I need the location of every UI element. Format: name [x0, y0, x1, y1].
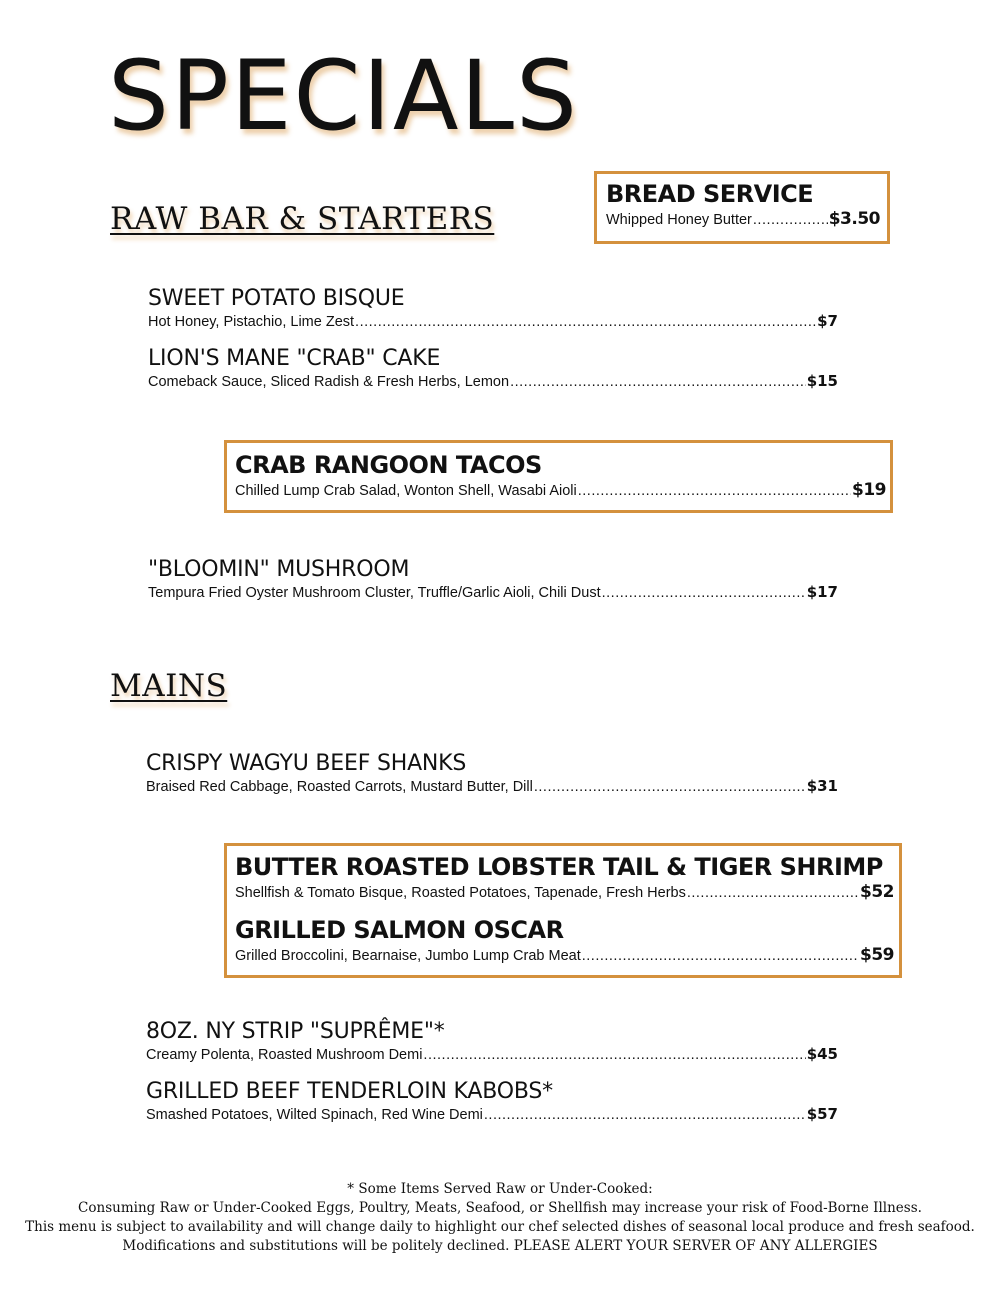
item-description: Braised Red Cabbage, Roasted Carrots, Mustard Butter, Dill [146, 779, 533, 796]
item-description: Grilled Broccolini, Bearnaise, Jumbo Lump Crab Meat [235, 948, 581, 965]
menu-item-bread-service [606, 182, 880, 229]
item-price: $7 [817, 312, 838, 331]
item-price: $19 [852, 480, 886, 501]
mains-heading: MAINS [110, 668, 228, 704]
item-description: Chilled Lump Crab Salad, Wonton Shell, Wasabi Aioli [235, 483, 577, 500]
item-price: $52 [860, 882, 894, 903]
leader-dots [687, 886, 859, 902]
item-name: 8OZ. NY STRIP "SUPRÊME"* [146, 1019, 445, 1044]
page-title: SPECIALS [108, 40, 579, 152]
leader-dots [753, 213, 828, 229]
item-name: CRAB RANGOON TACOS [235, 451, 542, 479]
item-name: BUTTER ROASTED LOBSTER TAIL & TIGER SHRIMP [235, 853, 883, 881]
item-price: $15 [806, 372, 838, 391]
item-price: $3.50 [828, 209, 880, 230]
item-price: $17 [806, 583, 838, 602]
leader-dots [578, 484, 851, 500]
menu-item-lions-mane-crab-cake [148, 347, 838, 391]
menu-item-crispy-wagyu-beef-shanks [146, 752, 838, 796]
footer-line-health-warning: Consuming Raw or Under-Cooked Eggs, Poultry, Meats, Seafood, or Shellfish may increase your risk of Food-Borne Illness. [78, 1200, 922, 1216]
item-name: LION'S MANE "CRAB" CAKE [148, 346, 441, 371]
item-name: GRILLED SALMON OSCAR [235, 916, 564, 944]
item-description: Creamy Polenta, Roasted Mushroom Demi [146, 1047, 423, 1064]
leader-dots [602, 586, 806, 602]
leader-dots [582, 949, 859, 965]
leader-dots [534, 780, 806, 796]
item-name: SWEET POTATO BISQUE [148, 286, 405, 311]
footer-line-raw-notice: * Some Items Served Raw or Under-Cooked: [347, 1181, 653, 1197]
footer-line-availability: This menu is subject to availability and will change daily to highlight our chef selected dishes of seasonal local produce and fresh seafood. [25, 1219, 975, 1235]
menu-item-crab-rangoon-tacos [235, 453, 886, 500]
leader-dots [355, 315, 816, 331]
starters-heading: RAW BAR & STARTERS [110, 201, 495, 237]
menu-item-bloomin-mushroom [148, 558, 838, 602]
menu-item-sweet-potato-bisque [148, 287, 838, 331]
menu-item-grilled-salmon-oscar [235, 918, 894, 965]
item-name: BREAD SERVICE [606, 180, 814, 208]
menu-item-beef-tenderloin-kabobs [146, 1080, 838, 1124]
item-name: GRILLED BEEF TENDERLOIN KABOBS* [146, 1079, 553, 1104]
menu-item-ny-strip-supreme [146, 1020, 838, 1064]
footer-line-allergies: Modifications and substitutions will be politely declined. PLEASE ALERT YOUR SERVER OF ANY ALLERGIES [122, 1238, 878, 1254]
item-description: Tempura Fried Oyster Mushroom Cluster, Truffle/Garlic Aioli, Chili Dust [148, 585, 601, 602]
footer-disclaimer [0, 1180, 1000, 1256]
item-description: Whipped Honey Butter [606, 212, 752, 229]
item-name: "BLOOMIN" MUSHROOM [148, 557, 410, 582]
item-description: Hot Honey, Pistachio, Lime Zest [148, 314, 355, 331]
item-name: CRISPY WAGYU BEEF SHANKS [146, 751, 467, 776]
leader-dots [423, 1048, 805, 1064]
item-price: $45 [806, 1045, 838, 1064]
menu-item-lobster-tail-tiger-shrimp [235, 855, 894, 902]
item-description: Shellfish & Tomato Bisque, Roasted Potatoes, Tapenade, Fresh Herbs [235, 885, 686, 902]
item-price: $57 [806, 1105, 838, 1124]
item-description: Smashed Potatoes, Wilted Spinach, Red Wine Demi [146, 1107, 483, 1124]
bread-service-box [594, 171, 890, 244]
seafood-specials-box [224, 843, 902, 978]
item-description: Comeback Sauce, Sliced Radish & Fresh Herbs, Lemon [148, 374, 510, 391]
item-price: $59 [860, 945, 894, 966]
leader-dots [510, 375, 806, 391]
crab-rangoon-box [224, 440, 893, 513]
leader-dots [484, 1108, 806, 1124]
item-price: $31 [806, 777, 838, 796]
